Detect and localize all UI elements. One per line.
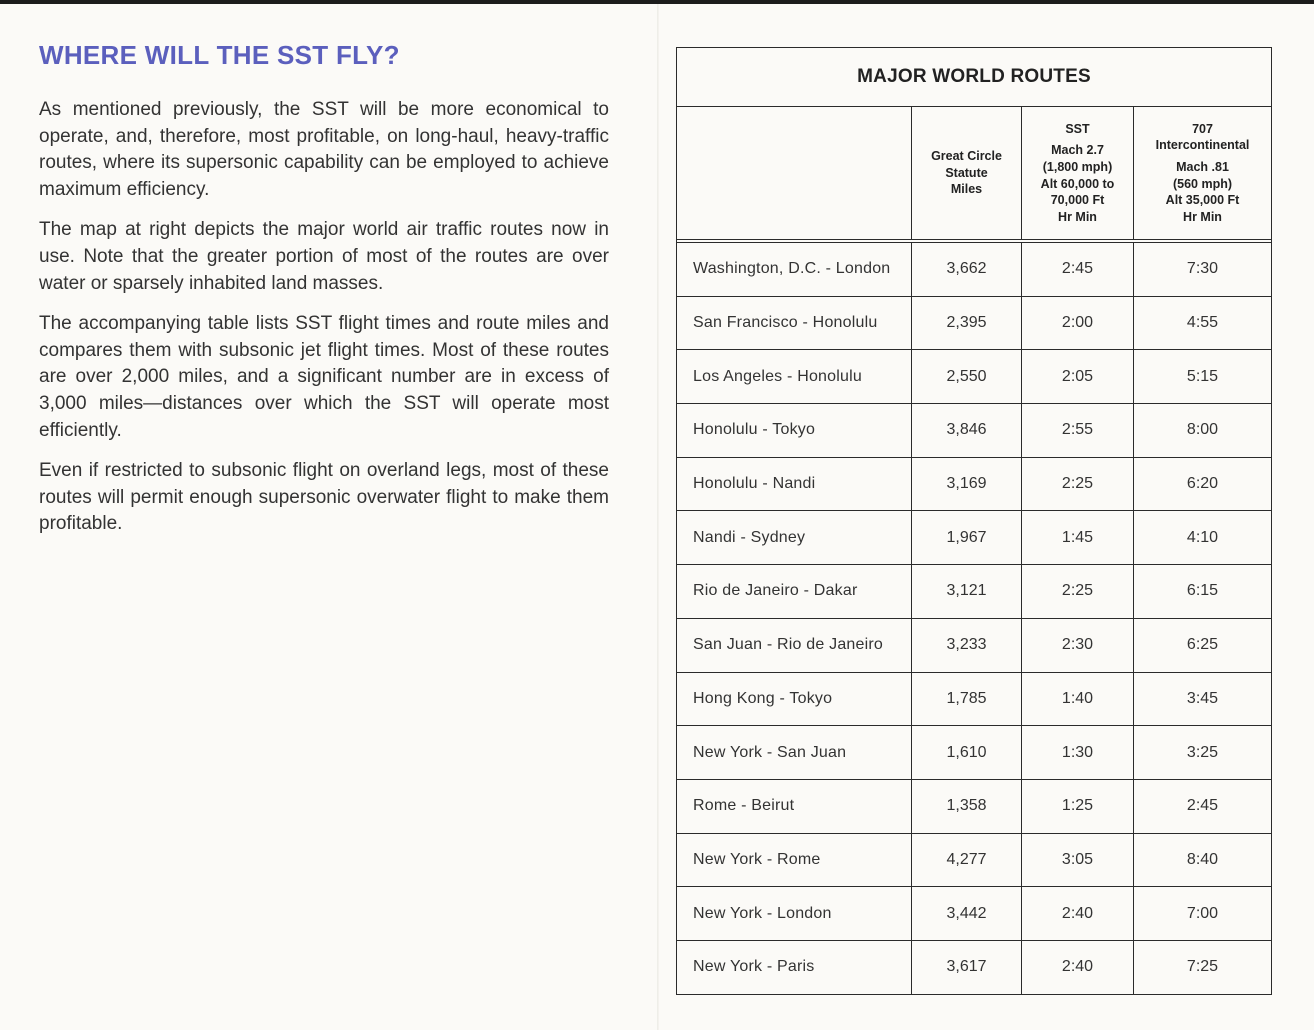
miles-cell: 2,550 xyxy=(912,350,1022,403)
sst-time-cell: 1:30 xyxy=(1022,726,1134,779)
sst-time-cell: 1:45 xyxy=(1022,511,1134,564)
sst-time-cell: 2:00 xyxy=(1022,297,1134,350)
table-row xyxy=(677,297,1271,351)
table-row xyxy=(677,834,1271,888)
sst-time-cell: 2:45 xyxy=(1022,243,1134,296)
jet-header-line: Mach .81 xyxy=(1176,159,1229,174)
page-heading: WHERE WILL THE SST FLY? xyxy=(39,40,400,70)
jet-time-cell: 8:00 xyxy=(1186,421,1219,439)
jet-time-cell: 6:25 xyxy=(1186,636,1219,654)
table-row xyxy=(677,619,1271,673)
jet-time-cell: 5:15 xyxy=(1186,367,1219,385)
miles-cell: 3,662 xyxy=(912,243,1022,296)
table-header-row xyxy=(677,107,1271,243)
jet-time-cell: 3:25 xyxy=(1186,743,1219,761)
sst-header-line: Hr Min xyxy=(1058,209,1097,224)
sst-time-cell: 2:40 xyxy=(1022,941,1134,994)
paragraph-3: The accompanying table lists SST flight times and route miles and compares them with subsonic jet flight times. Most of these routes are over 2,000 miles, and a significant number are in excess of 3,000 miles—distances over which the SST will operate most efficiently. xyxy=(39,313,609,441)
miles-cell: 4,277 xyxy=(912,834,1022,887)
miles-header-line: Miles xyxy=(950,182,983,197)
miles-cell: 1,785 xyxy=(912,673,1022,726)
sst-time-cell: 1:40 xyxy=(1022,673,1134,726)
sst-time-cell: 2:55 xyxy=(1022,404,1134,457)
miles-cell: 1,610 xyxy=(912,726,1022,779)
route-column-header xyxy=(677,107,912,239)
left-page xyxy=(39,40,609,552)
jet-header-line: Hr Min xyxy=(1183,209,1222,224)
table-title: MAJOR WORLD ROUTES xyxy=(677,48,1271,107)
miles-cell: 3,233 xyxy=(912,619,1022,672)
route-cell: San Francisco - Honolulu xyxy=(677,297,912,350)
miles-cell: 3,442 xyxy=(912,887,1022,940)
route-cell: San Juan - Rio de Janeiro xyxy=(677,619,912,672)
miles-header-line: Statute xyxy=(945,165,988,180)
sst-header-line: 70,000 Ft xyxy=(1050,193,1105,208)
miles-cell: 3,846 xyxy=(912,404,1022,457)
jet-time-cell: 4:10 xyxy=(1186,528,1219,546)
route-cell: Rio de Janeiro - Dakar xyxy=(677,565,912,618)
route-cell: Hong Kong - Tokyo xyxy=(677,673,912,726)
jet-time-cell: 7:25 xyxy=(1186,958,1219,976)
route-cell: New York - London xyxy=(677,887,912,940)
jet-time-cell: 3:45 xyxy=(1186,689,1219,707)
jet-header-line: (560 mph) xyxy=(1172,176,1233,191)
routes-table xyxy=(676,47,1272,995)
jet-header-name: 707 xyxy=(1192,121,1213,136)
page-gutter xyxy=(657,4,659,1030)
sst-header-line: (1,800 mph) xyxy=(1042,159,1113,174)
sst-time-cell: 2:05 xyxy=(1022,350,1134,403)
sst-column-header xyxy=(1022,107,1134,239)
miles-cell: 1,358 xyxy=(912,780,1022,833)
route-cell: Nandi - Sydney xyxy=(677,511,912,564)
jet-time-cell: 6:15 xyxy=(1186,582,1219,600)
miles-cell: 1,967 xyxy=(912,511,1022,564)
miles-header-line: Great Circle xyxy=(931,149,1002,164)
sst-header-line: Mach 2.7 xyxy=(1051,143,1104,158)
jet-header-name: Intercontinental xyxy=(1155,138,1250,153)
route-cell: New York - Rome xyxy=(677,834,912,887)
paragraph-1: As mentioned previously, the SST will be more economical to operate, and, therefore, most profitable, on long-haul, heavy-traffic routes, where its supersonic capability can be employed to achieve maximum efficiency. xyxy=(39,99,609,200)
jet-time-cell: 8:40 xyxy=(1186,850,1219,868)
table-body xyxy=(677,243,1271,994)
miles-column-header xyxy=(912,107,1022,239)
route-cell: New York - San Juan xyxy=(677,726,912,779)
route-cell: Washington, D.C. - London xyxy=(677,243,912,296)
jet-time-cell: 6:20 xyxy=(1186,475,1219,493)
table-row xyxy=(677,565,1271,619)
sst-time-cell: 3:05 xyxy=(1022,834,1134,887)
table-row xyxy=(677,350,1271,404)
jet-time-cell: 2:45 xyxy=(1186,797,1219,815)
table-row xyxy=(677,780,1271,834)
paragraph-4: Even if restricted to subsonic flight on overland legs, most of these routes will permit enough supersonic overwater flight to make them profitable. xyxy=(39,460,609,535)
miles-cell: 3,617 xyxy=(912,941,1022,994)
sst-time-cell: 1:25 xyxy=(1022,780,1134,833)
jet-time-cell: 4:55 xyxy=(1186,314,1219,332)
sst-header-line: Alt 60,000 to xyxy=(1040,176,1115,191)
table-row xyxy=(677,673,1271,727)
jet-time-cell: 7:00 xyxy=(1186,904,1219,922)
route-cell: Honolulu - Nandi xyxy=(677,458,912,511)
route-cell: Honolulu - Tokyo xyxy=(677,404,912,457)
sst-time-cell: 2:25 xyxy=(1022,565,1134,618)
sst-time-cell: 2:30 xyxy=(1022,619,1134,672)
miles-cell: 3,169 xyxy=(912,458,1022,511)
table-row xyxy=(677,887,1271,941)
jet-header-line: Alt 35,000 Ft xyxy=(1165,193,1240,208)
table-row xyxy=(677,726,1271,780)
route-cell: Rome - Beirut xyxy=(677,780,912,833)
route-cell: New York - Paris xyxy=(677,941,912,994)
table-row xyxy=(677,941,1271,994)
jet-column-header xyxy=(1134,107,1271,239)
sst-time-cell: 2:40 xyxy=(1022,887,1134,940)
sst-header-name: SST xyxy=(1065,121,1090,136)
jet-time-cell: 7:30 xyxy=(1186,260,1219,278)
table-row xyxy=(677,243,1271,297)
table-row xyxy=(677,458,1271,512)
sst-time-cell: 2:25 xyxy=(1022,458,1134,511)
table-row xyxy=(677,511,1271,565)
table-row xyxy=(677,404,1271,458)
miles-cell: 2,395 xyxy=(912,297,1022,350)
miles-cell: 3,121 xyxy=(912,565,1022,618)
route-cell: Los Angeles - Honolulu xyxy=(677,350,912,403)
paragraph-2: The map at right depicts the major world air traffic routes now in use. Note that the greater portion of most of the routes are over water or sparsely inhabited land masses. xyxy=(39,219,609,294)
